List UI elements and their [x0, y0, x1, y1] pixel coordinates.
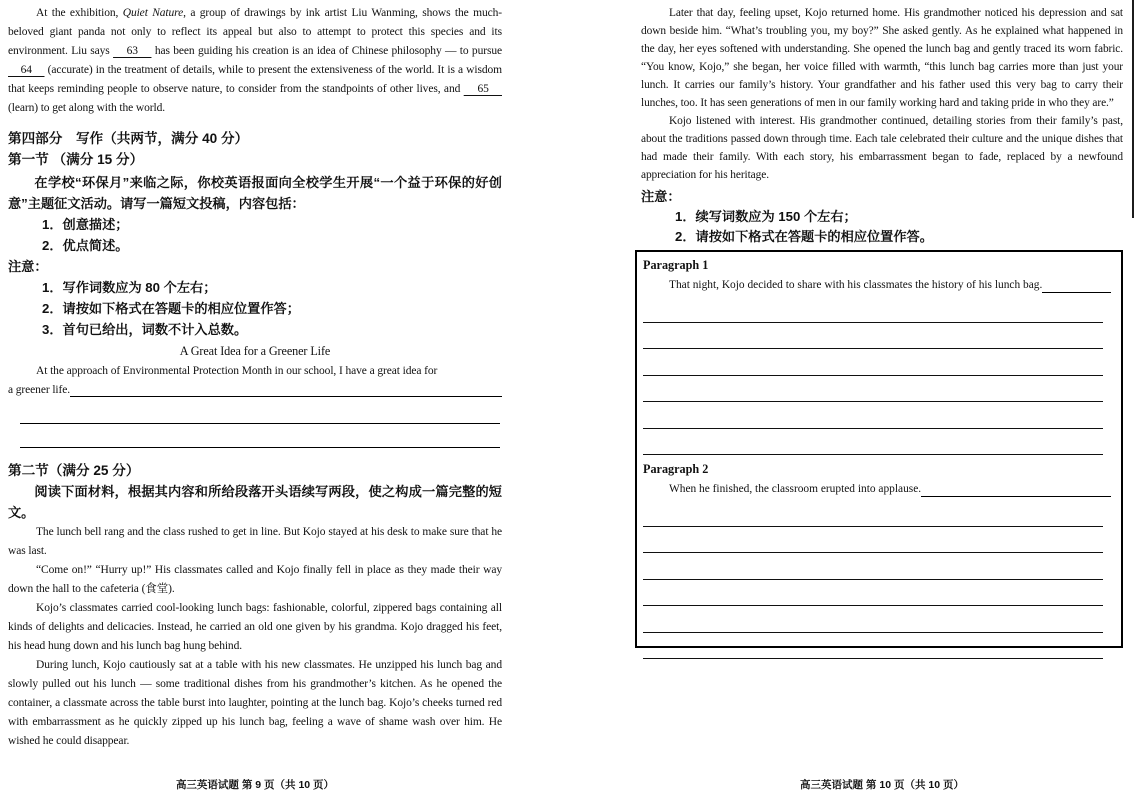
section-two-instruction: 阅读下面材料，根据其内容和所给段落开头语续写两段，使之构成一篇完整的短文。: [8, 484, 502, 520]
answer-line: [643, 580, 1103, 607]
story-paragraph: “Come on!” “Hurry up!” His classmates called and Kojo finally fell in place as they made their way down the hall to the cafeteria (食堂).: [8, 564, 502, 595]
paragraph1-opening-text: That night, Kojo decided to share with his classmates the history of his lunch bag.: [669, 279, 1043, 291]
scan-edge-line: [1132, 0, 1134, 218]
page-footer: 高三英语试题 第 10 页（共 10 页）: [800, 779, 964, 791]
part-four-heading: 第四部分 写作（共两节，满分 40 分）: [8, 131, 249, 146]
answer-line: [1042, 292, 1111, 293]
paragraph2-label: Paragraph 2: [643, 462, 709, 476]
answer-line: [643, 553, 1103, 580]
answer-line: [70, 396, 502, 397]
task-point-1: 1．创意描述；: [42, 217, 129, 232]
note-item-2: 2．请按如下格式在答题卡的相应位置作答；: [42, 301, 300, 316]
notes-label: 注意：: [641, 189, 681, 204]
left-page: [8, 4, 502, 751]
paragraph1-label: Paragraph 1: [643, 258, 709, 272]
story-paragraph: During lunch, Kojo cautiously sat at a table with his new classmates. He unzipped his lunch bag and slowly pulled out his lunch — some traditional dishes from his grandmother’s kitchen. As he opened the container, a classmate across the table burst into laughter, pointing at the lunch bag. Kojo’s cheeks turned red with embarrassment as he quickly zipped up his lunch bag, feeling a wave of shame wash over him. He wished he could disappear.: [8, 659, 502, 747]
answer-line: [643, 606, 1103, 633]
story-paragraph: The lunch bell rang and the class rushed to get in line. But Kojo stayed at his desk to make sure that he was last.: [8, 526, 502, 557]
answer-line: [643, 323, 1103, 350]
answer-line: [643, 349, 1103, 376]
note-item-1: 1．写作词数应为 80 个左右；: [42, 280, 217, 295]
note-item-2: 2．请按如下格式在答题卡的相应位置作答。: [675, 229, 933, 244]
answer-line: [643, 402, 1103, 429]
story-paragraph: Kojo listened with interest. His grandmother continued, detailing stories from their family’s past, about the traditions passed down through time. Each tale celebrated their culture and the unique dishes that had made their family. With each story, his embarrassment began to fade, replaced by a newfound appreciation for his heritage.: [641, 115, 1123, 181]
paragraph2-opening: [643, 478, 1111, 500]
answer-line: [643, 633, 1103, 660]
task-intro: 在学校“环保月”来临之际，你校英语报面向全校学生开展“一个益于环保的好创意”主题征文活动。请写一篇短文投稿，内容包括：: [8, 175, 502, 211]
right-page: [641, 4, 1123, 648]
essay-opening-text: a greener life.: [8, 384, 71, 396]
answer-line: [643, 296, 1103, 323]
answer-line: [643, 500, 1103, 527]
answer-line: [20, 424, 500, 448]
essay-title: A Great Idea for a Greener Life: [179, 344, 331, 358]
cloze-paragraph: At the exhibition, Quiet Nature, a group of drawings by ink artist Liu Wanming, shows the much-beloved giant panda not only to reflect its appeal but also to attempt to protect this species and its environment. Liu says 63 has been guiding his creation is an idea of Chinese philosophy — to pursue 64 (accurate) in the treatment of details, while to present the extensiveness of the world. It is a wisdom that keeps reminding people to observe nature, to consider from the standpoints of other lives, and 65 (learn) to get along with the world.: [8, 7, 502, 114]
note-item-3: 3．首句已给出，词数不计入总数。: [42, 322, 248, 337]
story-paragraph: Later that day, feeling upset, Kojo returned home. His grandmother noticed his depression and sat down beside him. “What’s troubling you, my boy?” She asked gently. As he explained what happened in the day, her eyes softened with understanding. She opened the lunch bag and gently traced its worn fabric. “You know, Kojo,” she began, her voice filled with warmth, “this lunch bag carries more than just your lunch. It carries our family’s history. Your grandfather and his father used this very bag to carry their lunches, too. It has seen generations of men in our family working hard and taking pride in who they are.”: [641, 7, 1123, 109]
notes-label: 注意：: [8, 259, 48, 274]
essay-opening-line-2: [8, 381, 502, 400]
answer-line: [643, 527, 1103, 554]
answer-line: [20, 400, 500, 424]
essay-opening-line-1: At the approach of Environmental Protection Month in our school, I have a great idea for: [36, 365, 438, 377]
answer-box: [635, 250, 1123, 648]
paragraph1-opening: [643, 274, 1111, 296]
story-paragraph: Kojo’s classmates carried cool-looking lunch bags: fashionable, colorful, zippered bags containing all kinds of delights and delicacies. Instead, he carried an old one given by his grandma. Kojo dragged his feet, his head hung down and his lunch bag hung behind.: [8, 602, 502, 652]
section-two-heading: 第二节（满分 25 分）: [8, 463, 140, 478]
paragraph2-opening-text: When he finished, the classroom erupted into applause.: [669, 483, 922, 495]
task-point-2: 2．优点简述。: [42, 238, 129, 253]
answer-line: [643, 429, 1103, 456]
note-item-1: 1．续写词数应为 150 个左右；: [675, 209, 857, 224]
page-footer: 高三英语试题 第 9 页（共 10 页）: [175, 779, 335, 791]
answer-line: [643, 376, 1103, 403]
section-one-heading: 第一节 （满分 15 分）: [8, 152, 144, 167]
answer-line: [921, 496, 1111, 497]
